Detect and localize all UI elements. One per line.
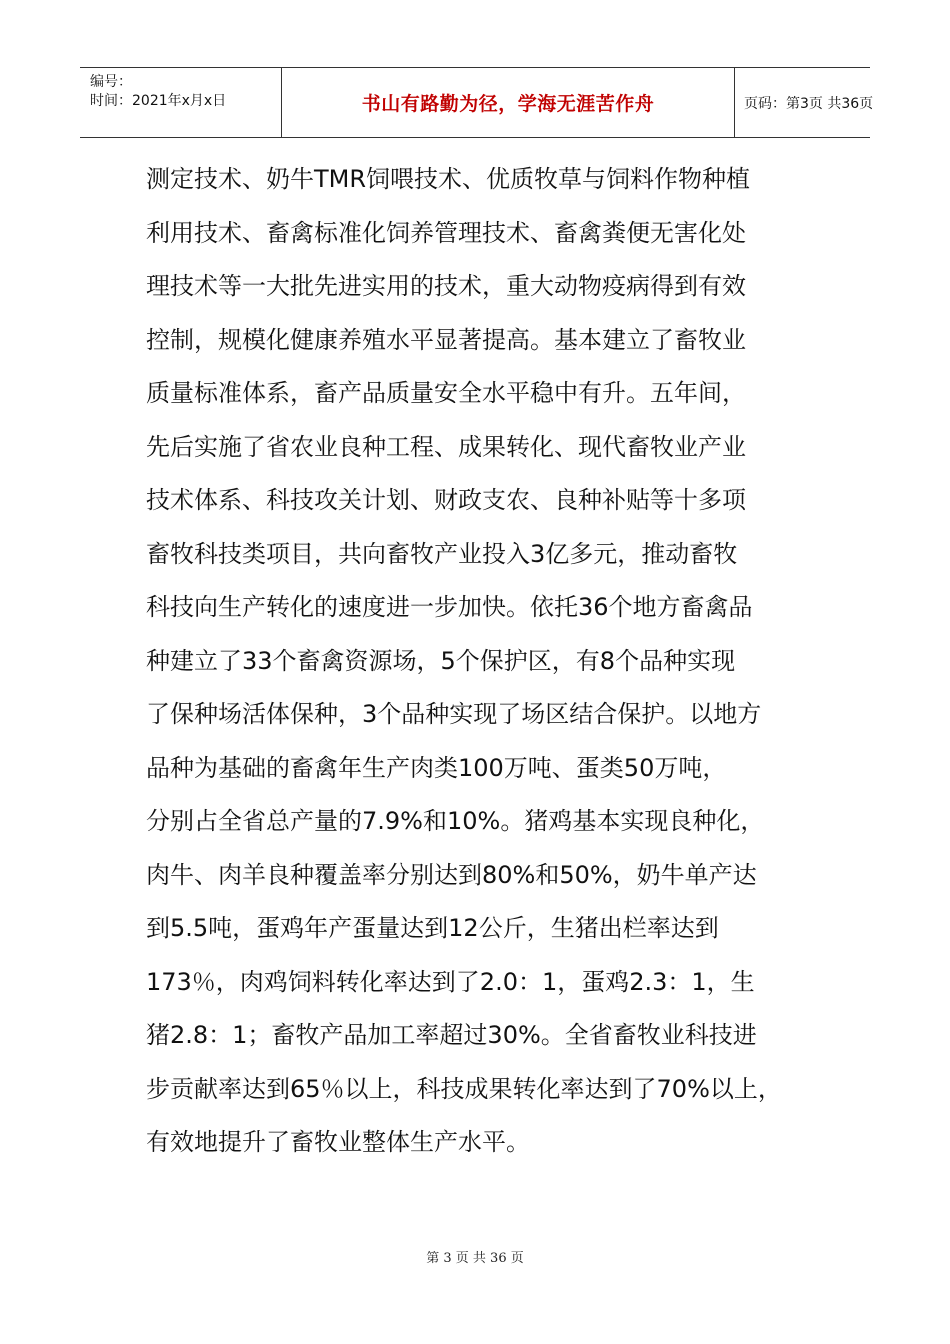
- body-line: 肉牛、肉羊良种覆盖率分别达到80%和50%，奶牛单产达: [146, 860, 757, 889]
- body-line: 猪2.8：1；畜牧产品加工率超过30%。全省畜牧业科技进: [146, 1021, 757, 1049]
- body-line: 步贡献率达到65％以上，科技成果转化率达到了70%以上，: [146, 1074, 782, 1103]
- body-line: 了保种场活体保种，3个品种实现了场区结合保护。以地方: [146, 700, 762, 728]
- body-text: [146, 153, 826, 1170]
- document-number-label: 编号：: [90, 74, 132, 90]
- body-line: 173％，肉鸡饲料转化率达到了2.0：1，蛋鸡2.3：1，生: [146, 967, 755, 996]
- body-line: 技术体系、科技攻关计划、财政支农、良种补贴等十多项: [146, 486, 746, 514]
- body-line: 控制，规模化健康养殖水平显著提高。基本建立了畜牧业: [146, 325, 746, 354]
- body-line: 利用技术、畜禽标准化饲养管理技术、畜禽粪便无害化处: [146, 218, 746, 247]
- body-line: 品种为基础的畜禽年生产肉类100万吨、蛋类50万吨，: [146, 753, 727, 782]
- body-line: 畜牧科技类项目，共向畜牧产业投入3亿多元，推动畜牧: [146, 539, 738, 568]
- page-header: [80, 67, 874, 138]
- body-line: 理技术等一大批先进实用的技术，重大动物疫病得到有效: [146, 272, 746, 300]
- body-line: 到5.5吨，蛋鸡年产蛋量达到12公斤，生猪出栏率达到: [146, 914, 719, 942]
- body-line: 先后实施了省农业良种工程、成果转化、现代畜牧业产业: [146, 432, 746, 461]
- body-line: 分别占全省总产量的7.9%和10%。猪鸡基本实现良种化，: [146, 807, 765, 835]
- page-footer: 第 3 页 共 36 页: [426, 1251, 524, 1266]
- body-line: 种建立了33个畜禽资源场，5个保护区，有8个品种实现: [146, 646, 736, 675]
- header-motto-cell: [281, 68, 735, 137]
- header-page-code: 页码：第3页 共36页: [744, 95, 874, 112]
- body-line: 测定技术、奶牛TMR饲喂技术、优质牧草与饲料作物种植: [146, 165, 751, 193]
- body-line: 有效地提升了畜牧业整体生产水平。: [146, 1128, 530, 1156]
- document-time-label: 时间：2021年x月x日: [90, 93, 227, 109]
- header-meta-cell: [80, 68, 280, 137]
- header-motto: 书山有路勤为径，学海无涯苦作舟: [361, 93, 655, 115]
- header-page-cell: [734, 68, 874, 137]
- body-line: 科技向生产转化的速度进一步加快。依托36个地方畜禽品: [146, 593, 753, 621]
- body-line: 质量标准体系，畜产品质量安全水平稳中有升。五年间，: [146, 379, 746, 407]
